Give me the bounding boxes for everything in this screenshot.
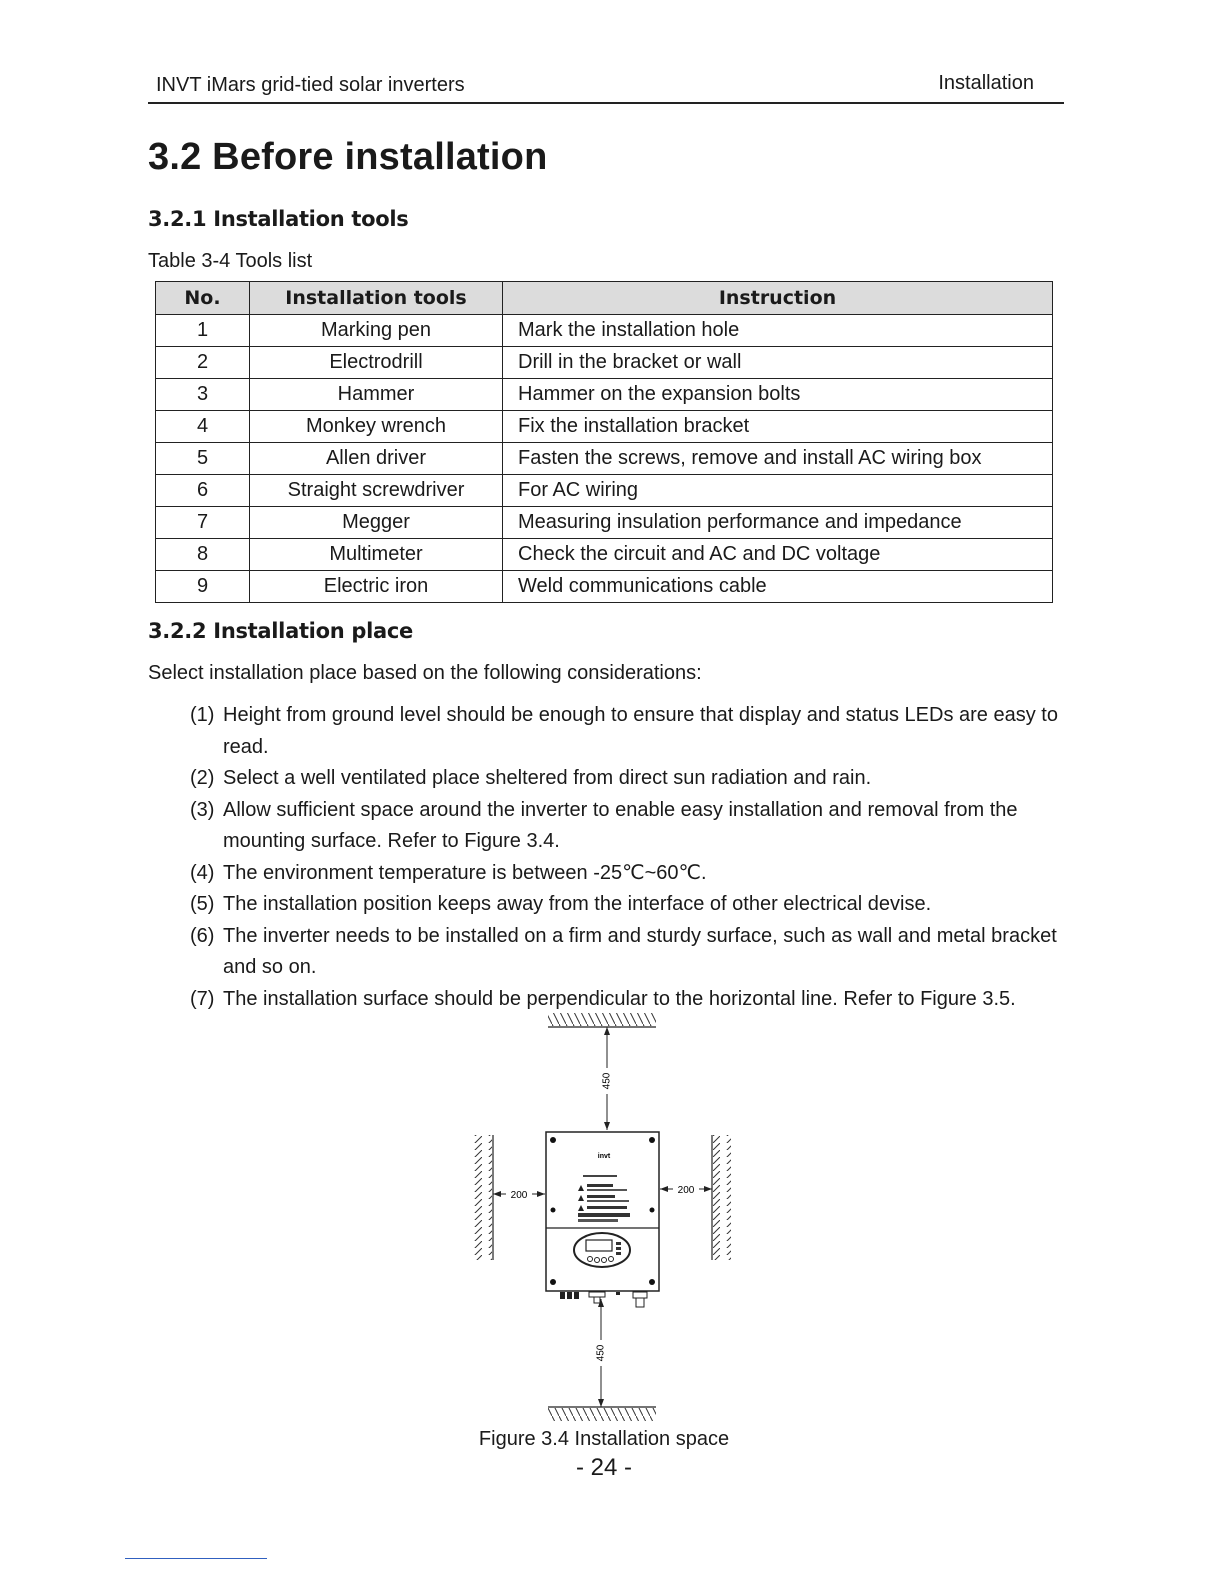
row-instruction: Drill in the bracket or wall <box>503 347 1053 379</box>
column-header-no: No. <box>156 282 250 315</box>
list-item-text: The installation surface should be perpendicular to the horizontal line. Refer to Figure 3.5. <box>223 987 1016 1010</box>
list-item-number: (3) <box>190 798 215 821</box>
table-row <box>156 347 1053 379</box>
row-number: 5 <box>156 443 250 475</box>
subsection-title-place: 3.2.2 Installation place <box>148 619 413 643</box>
row-number: 6 <box>156 475 250 507</box>
inverter-unit <box>546 1132 659 1307</box>
section-title: 3.2 Before installation <box>148 136 548 178</box>
row-instruction: Mark the installation hole <box>503 315 1053 347</box>
row-tool: Electric iron <box>250 571 503 603</box>
list-item-number: (7) <box>190 987 215 1010</box>
bottom-clearance-label: 450 <box>595 1344 607 1362</box>
row-tool: Hammer <box>250 379 503 411</box>
top-clearance-dimension <box>600 1027 614 1130</box>
left-clearance-dimension <box>493 1187 545 1201</box>
list-item <box>190 858 1070 890</box>
left-clearance-label: 200 <box>510 1190 528 1201</box>
bottom-clearance-dimension <box>594 1299 608 1407</box>
row-instruction: Fasten the screws, remove and install AC wiring box <box>503 443 1053 475</box>
row-tool: Multimeter <box>250 539 503 571</box>
table-row <box>156 507 1053 539</box>
row-number: 2 <box>156 347 250 379</box>
row-number: 8 <box>156 539 250 571</box>
right-wall-surface <box>712 1135 731 1260</box>
list-item-number: (1) <box>190 704 215 726</box>
row-tool: Straight screwdriver <box>250 475 503 507</box>
brand-logo-text: invt <box>597 1153 611 1160</box>
row-number: 7 <box>156 507 250 539</box>
row-instruction: Check the circuit and AC and DC voltage <box>503 539 1053 571</box>
ceiling-surface <box>548 1013 656 1027</box>
table-row <box>156 571 1053 603</box>
row-number: 3 <box>156 379 250 411</box>
floor-surface <box>548 1407 656 1421</box>
list-item <box>190 763 1070 795</box>
table-row <box>156 379 1053 411</box>
row-tool: Marking pen <box>250 315 503 347</box>
page-number: - 24 - <box>575 1454 632 1481</box>
top-clearance-label: 450 <box>601 1072 613 1090</box>
table-row <box>156 315 1053 347</box>
figure-caption: Figure 3.4 Installation space <box>478 1428 730 1450</box>
list-item-text: Allow sufficient space around the inverter to enable easy installation and removal from the mounting surface. Refer to Figure 3.4. <box>223 798 1018 852</box>
list-item <box>190 889 1070 921</box>
left-wall-surface <box>474 1135 493 1260</box>
table-header-row <box>156 282 1053 315</box>
row-instruction: Measuring insulation performance and impedance <box>503 507 1053 539</box>
right-clearance-label: 200 <box>677 1185 695 1196</box>
list-item-text: The environment temperature is between -25℃~60℃. <box>223 861 707 884</box>
footnote-rule <box>125 1558 267 1559</box>
row-instruction: Weld communications cable <box>503 571 1053 603</box>
column-header-instruction: Instruction <box>503 282 1053 315</box>
table-caption: Table 3-4 Tools list <box>148 250 313 272</box>
list-item-number: (2) <box>190 767 215 789</box>
list-item <box>190 921 1070 984</box>
running-header-title: INVT iMars grid-tied solar inverters <box>156 74 465 96</box>
list-item <box>190 700 1070 763</box>
considerations-list <box>190 700 1070 1015</box>
row-tool: Megger <box>250 507 503 539</box>
list-item-text: Height from ground level should be enough to ensure that display and status LEDs are easy to read. <box>223 704 1058 758</box>
considerations-intro: Select installation place based on the following considerations: <box>148 662 702 684</box>
table-row <box>156 443 1053 475</box>
list-item-number: (6) <box>190 924 215 947</box>
row-instruction: Hammer on the expansion bolts <box>503 379 1053 411</box>
row-number: 9 <box>156 571 250 603</box>
row-instruction: For AC wiring <box>503 475 1053 507</box>
subsection-title-tools: 3.2.1 Installation tools <box>148 207 409 231</box>
header-rule <box>148 102 1064 104</box>
row-instruction: Fix the installation bracket <box>503 411 1053 443</box>
tools-table <box>155 281 1053 603</box>
list-item-number: (5) <box>190 893 215 915</box>
list-item-number: (4) <box>190 861 215 884</box>
table-row <box>156 475 1053 507</box>
list-item-text: The installation position keeps away from the interface of other electrical devise. <box>223 893 932 915</box>
row-number: 4 <box>156 411 250 443</box>
installation-space-figure <box>440 1010 770 1430</box>
bottom-connectors <box>560 1292 647 1307</box>
table-row <box>156 411 1053 443</box>
table-row <box>156 539 1053 571</box>
list-item-text: Select a well ventilated place sheltered from direct sun radiation and rain. <box>223 767 872 789</box>
row-tool: Allen driver <box>250 443 503 475</box>
lcd-display-panel <box>574 1233 630 1267</box>
row-tool: Electrodrill <box>250 347 503 379</box>
list-item-text: The inverter needs to be installed on a firm and sturdy surface, such as wall and metal bracket and so on. <box>223 924 1057 978</box>
right-clearance-dimension <box>660 1182 712 1196</box>
row-number: 1 <box>156 315 250 347</box>
row-tool: Monkey wrench <box>250 411 503 443</box>
column-header-tools: Installation tools <box>250 282 503 315</box>
list-item <box>190 795 1070 858</box>
running-header-section: Installation <box>938 72 1034 94</box>
